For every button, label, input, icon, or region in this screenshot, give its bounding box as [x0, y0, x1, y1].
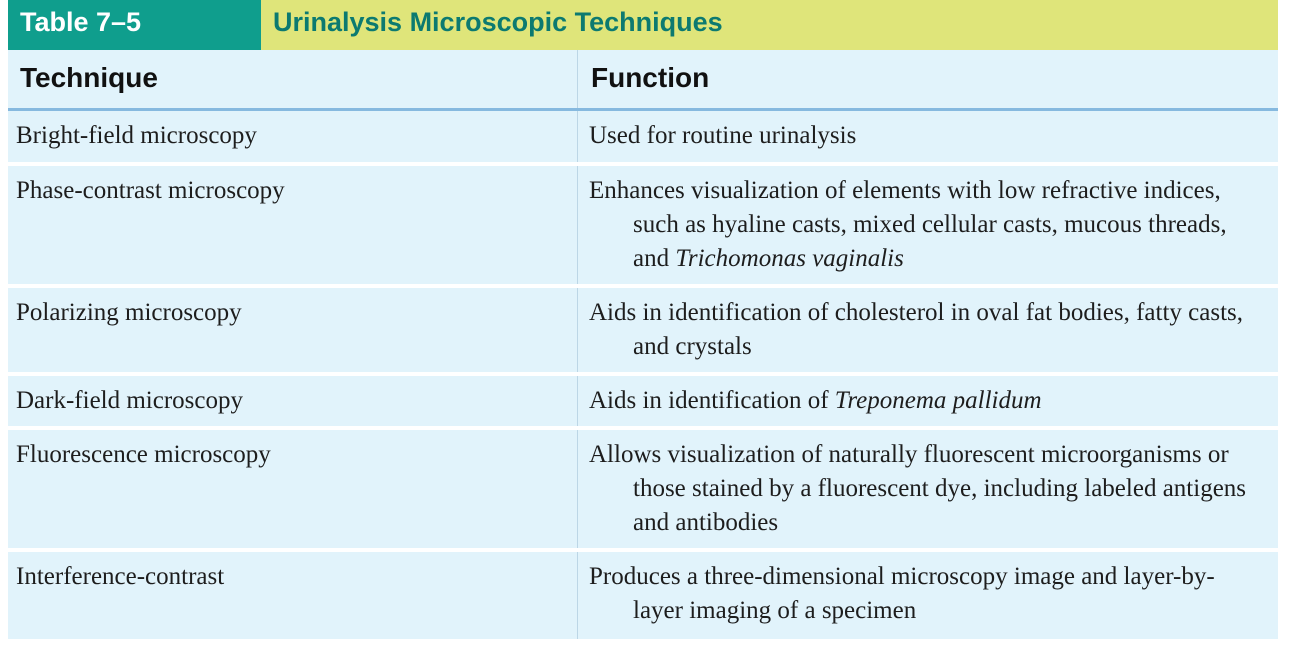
- function-cell: [578, 552, 1278, 639]
- table-title-bar: [8, 0, 1278, 50]
- header-technique: Technique: [8, 50, 578, 108]
- technique-cell: Polarizing microscopy: [8, 288, 578, 372]
- table-header-row: [8, 50, 1278, 111]
- function-text: Aids in identification of: [589, 387, 835, 414]
- table-row: [8, 430, 1278, 552]
- microscopic-techniques-table: [8, 0, 1278, 639]
- function-text: Allows visualization of naturally fluorescent microorganisms or those stained by a fluorescent dye, including labeled antigens and antibodies: [589, 441, 1247, 536]
- technique-cell: Bright-field microscopy: [8, 111, 578, 162]
- function-cell: [578, 376, 1278, 426]
- function-text: Aids in identification of cholesterol in oval fat bodies, fatty casts, and crystals: [589, 299, 1244, 360]
- table-row: [8, 288, 1278, 376]
- function-text: Used for routine urinalysis: [589, 122, 857, 149]
- function-cell: [578, 430, 1278, 548]
- function-cell: [578, 288, 1278, 372]
- table-row: [8, 552, 1278, 639]
- technique-cell: Interference-contrast: [8, 552, 578, 639]
- table-number: Table 7–5: [8, 0, 261, 50]
- function-italic-text: Treponema pallidum: [834, 387, 1042, 414]
- function-cell: [578, 166, 1278, 284]
- table-row: [8, 376, 1278, 430]
- technique-cell: Fluorescence microscopy: [8, 430, 578, 548]
- table-row: [8, 166, 1278, 288]
- function-italic-text: Trichomonas vaginalis: [675, 245, 904, 272]
- technique-cell: Phase-contrast microscopy: [8, 166, 578, 284]
- function-text: Produces a three-dimensional microscopy image and layer-by-layer imaging of a specimen: [589, 563, 1215, 624]
- function-text: Enhances visualization of elements with low refractive indices, such as hyaline casts, mixed cellular casts, mucous threads, and: [589, 177, 1227, 272]
- technique-cell: Dark-field microscopy: [8, 376, 578, 426]
- table-title: Urinalysis Microscopic Techniques: [261, 0, 1278, 50]
- header-function: Function: [591, 62, 710, 93]
- function-cell: [578, 111, 1278, 162]
- table-row: [8, 111, 1278, 166]
